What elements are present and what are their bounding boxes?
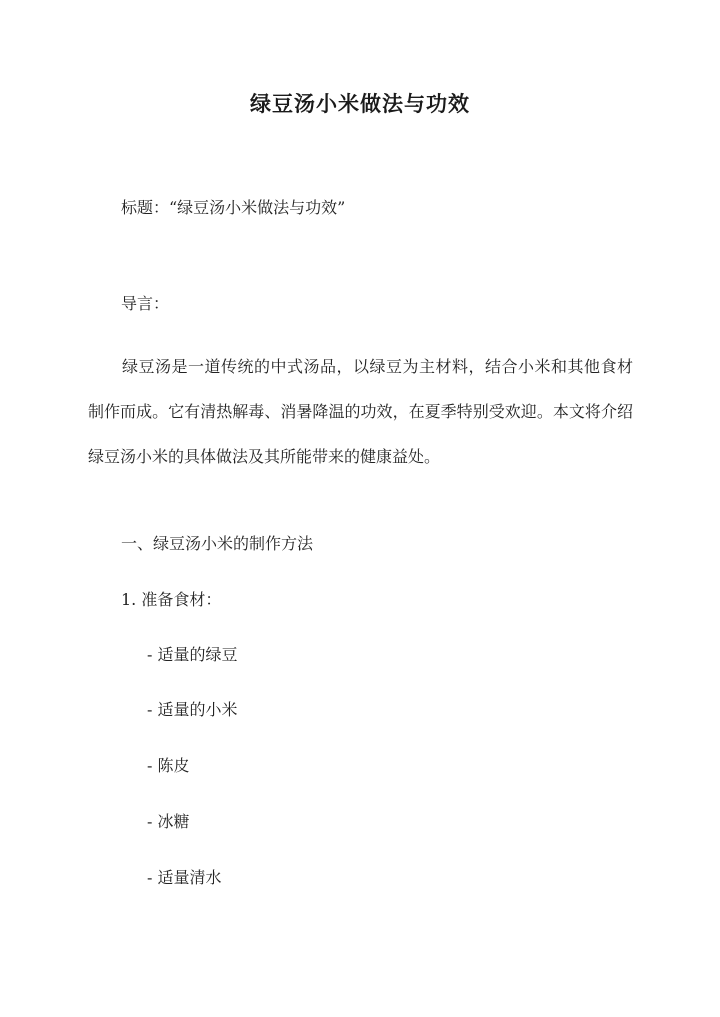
ingredient-item-water: - 适量清水 bbox=[147, 868, 222, 887]
heading-line: 标题：“绿豆汤小米做法与功效” bbox=[121, 198, 346, 217]
intro-paragraph: 绿豆汤是一道传统的中式汤品，以绿豆为主材料，结合小米和其他食材制作而成。它有清热解毒、消暑降温的功效，在夏季特别受欢迎。本文将介绍绿豆汤小米的具体做法及其所能带来的健康益处。 bbox=[88, 357, 633, 466]
section-heading-method: 一、绿豆汤小米的制作方法 bbox=[121, 534, 314, 553]
step-prepare-ingredients: 1. 准备食材： bbox=[121, 590, 222, 609]
ingredient-item-millet: - 适量的小米 bbox=[147, 700, 238, 719]
ingredient-item-rock-sugar: - 冰糖 bbox=[147, 812, 190, 831]
document-title: 绿豆汤小米做法与功效 bbox=[250, 91, 470, 116]
ingredient-item-mung-bean: - 适量的绿豆 bbox=[147, 645, 238, 664]
ingredient-item-tangerine-peel: - 陈皮 bbox=[147, 756, 190, 775]
intro-label: 导言： bbox=[121, 294, 170, 313]
